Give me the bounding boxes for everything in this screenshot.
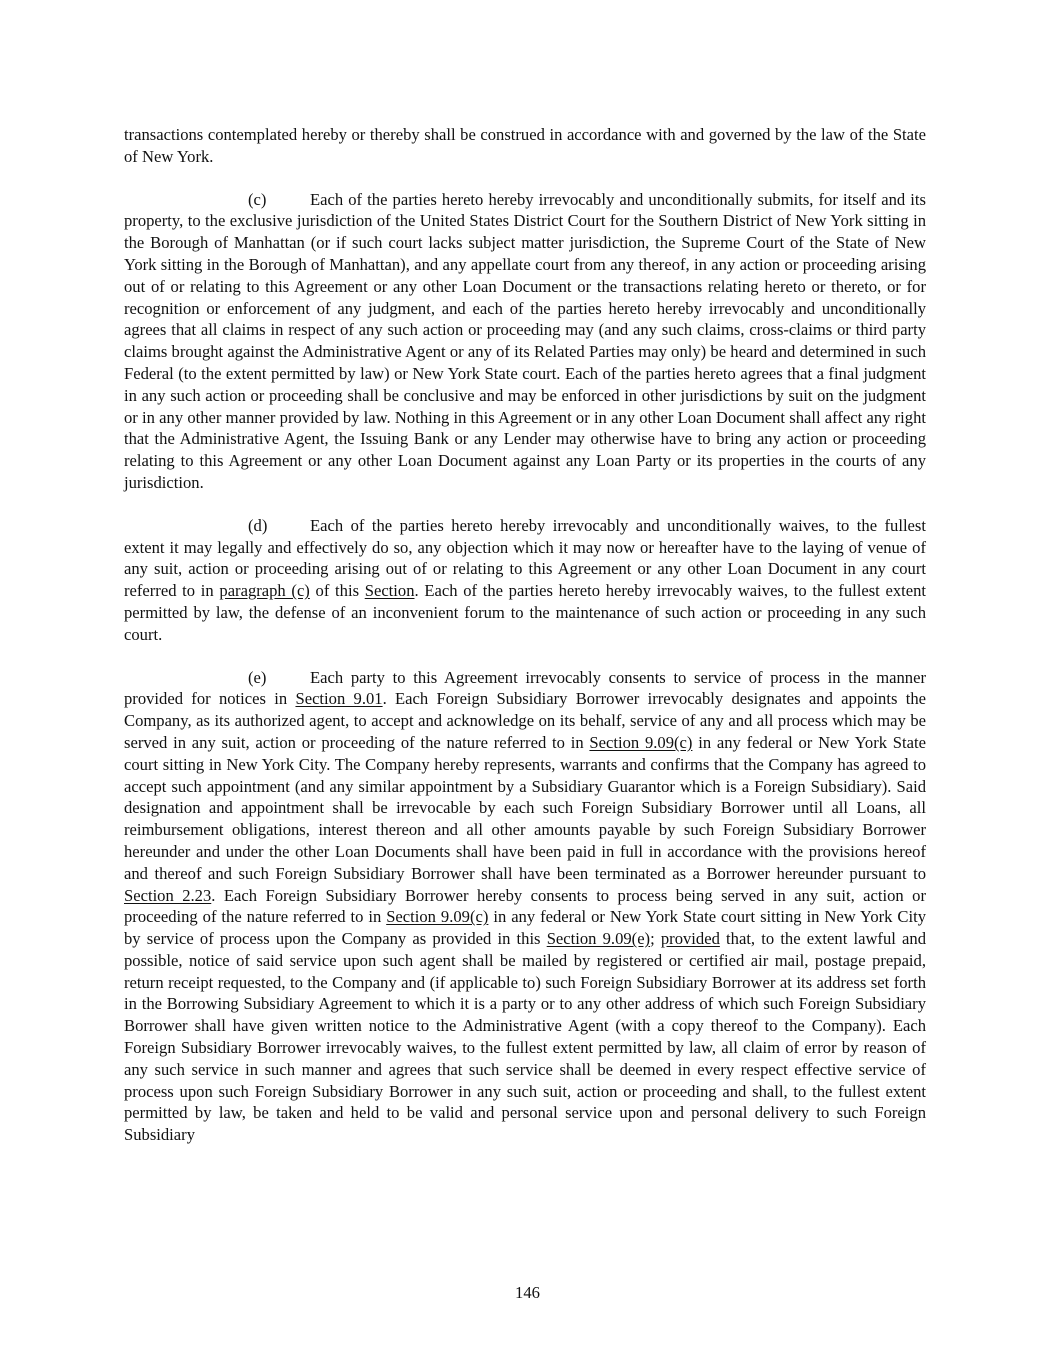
paragraph-continuation	[124, 124, 926, 168]
section-9-09-e-reference: Section 9.09(e)	[546, 929, 651, 949]
paragraph-e-text: in any federal or New York State court sitting in New York City by service of process upon the Company as provided in this	[124, 907, 926, 949]
paragraph-c-text: Each of the parties hereto hereby irrevocably and unconditionally submits, for itself and its property, to the exclusive jurisdiction of the United States District Court for the Southern District of New York sitting in the Borough of Manhattan (or if such court lacks subject matter jurisdiction, the Supreme Court of the State of New York sitting in the Borough of Manhattan), and any appellate court from any thereof, in any action or proceeding arising out of or relating to this Agreement or any other Loan Document or the transactions relating hereto or thereto, or for recognition or enforcement of any judgment, and each of the parties hereto hereby irrevocably and unconditionally agrees that all claims in respect of any such action or proceeding may (and any such claims, cross-claims or third party claims brought against the Administrative Agent or any of its Related Parties may only) be heard and determined in such Federal (to the extent permitted by law) or New York State court. Each of the parties hereto agrees that a final judgment in any such action or proceeding shall be conclusive and may be enforced in other jurisdictions by suit on the judgment or in any other manner provided by law. Nothing in this Agreement or in any other Loan Document shall affect any right that the Administrative Agent, the Issuing Bank or any Lender may otherwise have to bring any action or proceeding relating to this Agreement or any other Loan Document against any Loan Party or its properties in the courts of any jurisdiction.	[124, 189, 926, 492]
paragraph-c-reference: paragraph (c)	[219, 581, 310, 601]
paragraph-e-text: . Each Foreign Subsidiary Borrower hereby consents to process being served in any suit, action or proceeding of the nature referred to in	[124, 885, 926, 927]
paragraph-d-label: (d)	[248, 515, 268, 535]
paragraph-d	[124, 515, 926, 646]
paragraph-d-text: Each of the parties hereto hereby irrevocably and unconditionally waives, to the fullest extent it may legally and effectively do so, any objection which it may now or hereafter have to the laying of venue of any suit, action or proceeding arising out of or relating to this Agreement or any other Loan Document in any court referred to in	[124, 515, 926, 601]
paragraph-e-text: . Each Foreign Subsidiary Borrower irrevocably designates and appoints the Company, as its authorized agent, to accept and acknowledge on its behalf, service of any and all process which may be served in any suit, action or proceeding of the nature referred to in	[124, 689, 926, 752]
paragraph-e-text: that, to the extent lawful and possible, notice of said service upon such agent shall be mailed by registered or certified air mail, postage prepaid, return receipt requested, to the Company and (if applicable to) such Foreign Subsidiary Borrower at its address set forth in the Borrowing Subsidiary Agreement to which it is a party or to any other address of which such Foreign Subsidiary Borrower shall have given written notice to the Administrative Agent (with a copy thereof to the Company). Each Foreign Subsidiary Borrower irrevocably waives, to the fullest extent permitted by law, all claim of error by reason of any such service in such manner and agrees that such service shall be deemed in every respect effective service of process upon such Foreign Subsidiary Borrower in any such suit, action or proceeding and shall, to the fullest extent permitted by law, be taken and held to be valid and personal service upon and personal delivery to such Foreign Subsidiary	[124, 929, 926, 1145]
paragraph-e	[124, 667, 926, 1147]
page-number: 146	[515, 1283, 540, 1302]
paragraph-e-text: in any federal or New York State court sitting in New York City. The Company hereby represents, warrants and confirms that the Company has agreed to accept such appointment (and any similar appointment by a Subsidiary Guarantor which is a Foreign Subsidiary). Said designation and appointment shall be irrevocable by each such Foreign Subsidiary Borrower until all Loans, all reimbursement obligations, interest thereon and all other amounts payable by such Foreign Subsidiary Borrower hereunder and under the other Loan Documents shall have been paid in full in accordance with the provisions hereof and thereof and such Foreign Subsidiary Borrower shall have been terminated as a Borrower hereunder pursuant to	[124, 732, 926, 883]
section-9-09-c-reference: Section 9.09(c)	[589, 732, 693, 752]
paragraph-d-text: of this	[309, 581, 365, 601]
paragraph-e-label: (e)	[248, 667, 267, 687]
document-page	[124, 124, 926, 1167]
section-reference: Section	[364, 581, 415, 601]
paragraph-d-text: . Each of the parties hereto hereby irrevocably waives, to the fullest extent permitted by law, the defense of an inconvenient forum to the maintenance of such action or proceeding in any such court.	[124, 581, 927, 644]
provided-term: provided	[660, 929, 720, 949]
paragraph-continuation-text: transactions contemplated hereby or thereby shall be construed in accordance with and governed by the law of the State of New York.	[124, 125, 926, 166]
section-9-09-c-reference: Section 9.09(c)	[386, 907, 489, 927]
paragraph-c	[124, 189, 926, 494]
paragraph-e-text: ;	[650, 929, 661, 949]
paragraph-c-label: (c)	[248, 189, 267, 209]
paragraph-e-text: Each party to this Agreement irrevocably consents to service of process in the manner provided for notices in	[124, 667, 926, 709]
section-2-23-reference: Section 2.23	[124, 885, 212, 905]
section-9-01-reference: Section 9.01	[295, 689, 383, 709]
